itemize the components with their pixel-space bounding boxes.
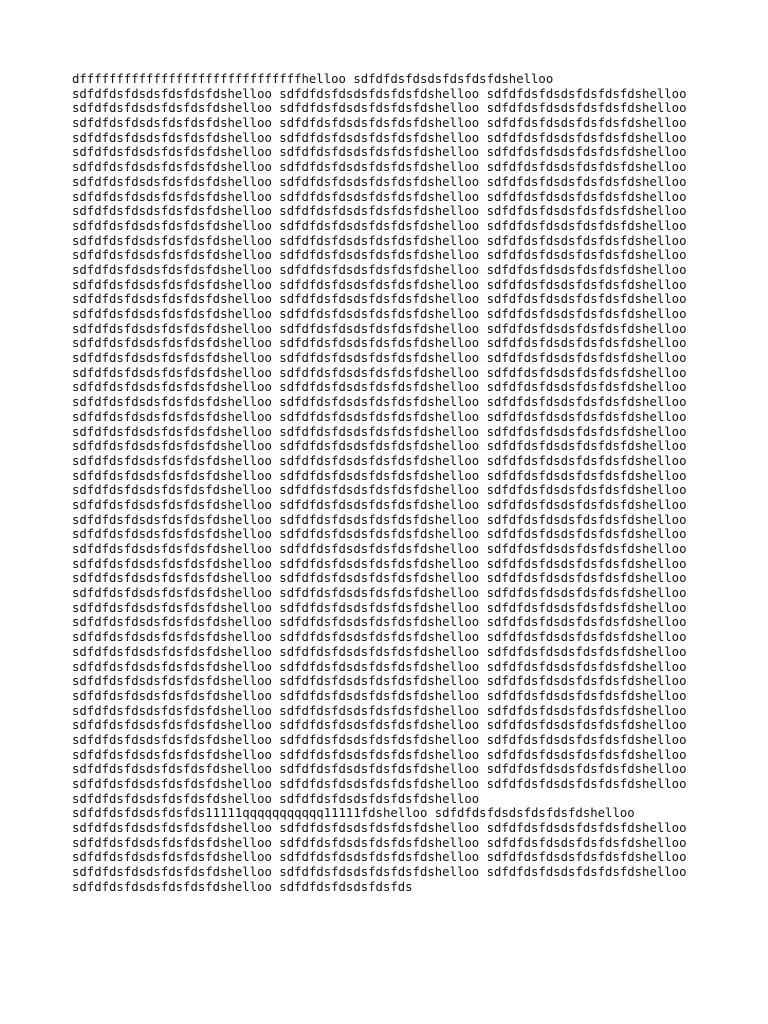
text-line: sdfdfdsfdsdsfdsfdsfdshelloo sdfdfdsfdsdsfdsfdsfdshelloo sdfdfdsfdsdsfdsfdsfdshelloo <box>72 703 687 718</box>
text-line: sdfdfdsfdsdsfdsfdsfdshelloo sdfdfdsfdsdsfdsfdsfdshelloo sdfdfdsfdsdsfdsfdsfdshelloo <box>72 821 687 836</box>
text-line: sdfdfdsfdsdsfdsfdsfdshelloo sdfdfdsfdsdsfdsfdsfdshelloo sdfdfdsfdsdsfdsfdsfdshelloo <box>72 174 687 189</box>
text-line: sdfdfdsfdsdsfdsfdsfdshelloo sdfdfdsfdsdsfdsfdsfdshelloo sdfdfdsfdsdsfdsfdsfdshelloo <box>72 307 687 321</box>
text-line: sdfdfdsfdsdsfdsfdsfdshelloo sdfdfdsfdsdsfdsfdsfdshelloo sdfdfdsfdsdsfdsfdsfdshelloo <box>72 600 687 615</box>
text-line: sdfdfdsfdsdsfdsfdsfdshelloo sdfdfdsfdsdsfdsfdsfdshelloo sdfdfdsfdsdsfdsfdsfdshelloo <box>72 189 687 204</box>
text-line: sdfdfdsfdsdsfdsfdsfdshelloo sdfdfdsfdsdsfdsfdsfdshelloo sdfdfdsfdsdsfdsfdsfdshelloo <box>72 86 687 101</box>
text-line: sdfdfdsfdsdsfdsfdsfdshelloo sdfdfdsfdsdsfdsfdsfdshelloo sdfdfdsfdsdsfdsfdsfdshelloo <box>72 380 687 395</box>
text-line: sdfdfdsfdsdsfdsfdsfdshelloo sdfdfdsfdsdsfdsfdsfdshelloo sdfdfdsfdsdsfdsfdsfdshelloo <box>72 160 687 175</box>
text-line: sdfdfdsfdsdsfdsfdsfdshelloo sdfdfdsfdsdsfdsfdsfdshelloo sdfdfdsfdsdsfdsfdsfdshelloo <box>72 865 687 880</box>
text-line: sdfdfdsfdsdsfdsfdsfdshelloo sdfdfdsfdsdsfdsfdsfdshelloo sdfdfdsfdsdsfdsfdsfdshelloo <box>72 674 687 689</box>
text-line: sdfdfdsfdsdsfdsfdsfdshelloo sdfdfdsfdsdsfdsfdsfdshelloo sdfdfdsfdsdsfdsfdsfdshelloo <box>72 688 687 703</box>
text-line: sdfdfdsfdsdsfdsfdsfdshelloo sdfdfdsfdsdsfdsfdsfdshelloo sdfdfdsfdsdsfdsfdsfdshelloo <box>72 542 687 556</box>
text-line: sdfdfdsfdsdsfdsfdsfdshelloo sdfdfdsfdsdsfdsfdsfdshelloo sdfdfdsfdsdsfdsfdsfdshelloo <box>72 424 687 439</box>
text-line: sdfdfdsfdsdsfdsfdsfdshelloo sdfdfdsfdsdsfdsfdsfdshelloo sdfdfdsfdsdsfdsfdsfdshelloo <box>72 204 687 219</box>
text-line: sdfdfdsfdsdsfdsfdsfdshelloo sdfdfdsfdsdsfdsfdsfdshelloo sdfdfdsfdsdsfdsfdsfdshelloo <box>72 659 687 674</box>
text-line: sdfdfdsfdsdsfdsfdsfdshelloo sdfdfdsfdsdsfdsfdsfdshelloo sdfdfdsfdsdsfdsfdsfdshelloo <box>72 336 687 351</box>
text-line: sdfdfdsfdsdsfdsfdsfdshelloo sdfdfdsfdsdsfdsfdsfdshelloo sdfdfdsfdsdsfdsfdsfdshelloo <box>72 483 687 498</box>
text-line: sdfdfdsfdsdsfdsfdsfdshelloo sdfdfdsfdsdsfdsfdsfdshelloo sdfdfdsfdsdsfdsfdsfdshelloo <box>72 277 687 292</box>
text-line: sdfdfdsfdsdsfdsfdsfdshelloo sdfdfdsfdsdsfdsfdsfdshelloo sdfdfdsfdsdsfdsfdsfdshelloo <box>72 395 687 410</box>
text-line: sdfdfdsfdsdsfdsfdsfdshelloo sdfdfdsfdsdsfdsfdsfdshelloo sdfdfdsfdsdsfdsfdsfdshelloo <box>72 718 687 733</box>
text-line: sdfdfdsfdsdsfdsfdsfdshelloo sdfdfdsfdsdsfdsfds <box>72 879 413 894</box>
text-line: sdfdfdsfdsdsfdsfdsfdshelloo sdfdfdsfdsdsfdsfdsfdshelloo sdfdfdsfdsdsfdsfdsfdshelloo <box>72 835 687 850</box>
text-line: sdfdfdsfdsdsfdsfdsfdshelloo sdfdfdsfdsdsfdsfdsfdshelloo sdfdfdsfdsdsfdsfdsfdshelloo <box>72 556 687 571</box>
text-line: sdfdfdsfdsdsfdsfdsfdshelloo sdfdfdsfdsdsfdsfdsfdshelloo sdfdfdsfdsdsfdsfdsfdshelloo <box>72 321 687 336</box>
text-line: sdfdfdsfdsdsfdsfdsfdshelloo sdfdfdsfdsdsfdsfdsfdshelloo sdfdfdsfdsdsfdsfdsfdshelloo <box>72 101 687 116</box>
text-line: sdfdfdsfdsdsfdsfdsfdshelloo sdfdfdsfdsdsfdsfdsfdshelloo sdfdfdsfdsdsfdsfdsfdshelloo <box>72 497 687 512</box>
text-line: sdfdfdsfdsdsfdsfdsfdshelloo sdfdfdsfdsdsfdsfdsfdshelloo sdfdfdsfdsdsfdsfdsfdshelloo <box>72 747 687 762</box>
text-line: sdfdfdsfdsdsfdsfdsfdshelloo sdfdfdsfdsdsfdsfdsfdshelloo sdfdfdsfdsdsfdsfdsfdshelloo <box>72 630 687 645</box>
document-body <box>72 72 732 895</box>
text-line: sdfdfdsfdsdsfdsfdsfdshelloo sdfdfdsfdsdsfdsfdsfdshelloo sdfdfdsfdsdsfdsfdsfdshelloo <box>72 453 687 468</box>
text-line: sdfdfdsfdsdsfdsfdsfdshelloo sdfdfdsfdsdsfdsfdsfdshelloo sdfdfdsfdsdsfdsfdsfdshelloo <box>72 262 687 277</box>
text-line: sdfdfdsfdsdsfdsfdsfdshelloo sdfdfdsfdsdsfdsfdsfdshelloo sdfdfdsfdsdsfdsfdsfdshelloo <box>72 468 687 483</box>
text-line: sdfdfdsfdsdsfdsfds11111qqqqqqqqqqq11111fdshelloo sdfdfdsfdsdsfdsfdsfdshelloo <box>72 806 635 821</box>
text-line: sdfdfdsfdsdsfdsfdsfdshelloo sdfdfdsfdsdsfdsfdsfdshelloo <box>72 791 480 806</box>
text-line: sdfdfdsfdsdsfdsfdsfdshelloo sdfdfdsfdsdsfdsfdsfdshelloo sdfdfdsfdsdsfdsfdsfdshelloo <box>72 351 687 366</box>
text-line: sdfdfdsfdsdsfdsfdsfdshelloo sdfdfdsfdsdsfdsfdsfdshelloo sdfdfdsfdsdsfdsfdsfdshelloo <box>72 732 687 747</box>
text-line: sdfdfdsfdsdsfdsfdsfdshelloo sdfdfdsfdsdsfdsfdsfdshelloo sdfdfdsfdsdsfdsfdsfdshelloo <box>72 512 687 527</box>
text-line: sdfdfdsfdsdsfdsfdsfdshelloo sdfdfdsfdsdsfdsfdsfdshelloo sdfdfdsfdsdsfdsfdsfdshelloo <box>72 762 687 777</box>
text-line: sdfdfdsfdsdsfdsfdsfdshelloo sdfdfdsfdsdsfdsfdsfdshelloo sdfdfdsfdsdsfdsfdsfdshelloo <box>72 777 687 791</box>
text-line: sdfdfdsfdsdsfdsfdsfdshelloo sdfdfdsfdsdsfdsfdsfdshelloo sdfdfdsfdsdsfdsfdsfdshelloo <box>72 248 687 263</box>
text-line: sdfdfdsfdsdsfdsfdsfdshelloo sdfdfdsfdsdsfdsfdsfdshelloo sdfdfdsfdsdsfdsfdsfdshelloo <box>72 218 687 233</box>
text-line: sdfdfdsfdsdsfdsfdsfdshelloo sdfdfdsfdsdsfdsfdsfdshelloo sdfdfdsfdsdsfdsfdsfdshelloo <box>72 130 687 145</box>
text-line: sdfdfdsfdsdsfdsfdsfdshelloo sdfdfdsfdsdsfdsfdsfdshelloo sdfdfdsfdsdsfdsfdsfdshelloo <box>72 145 687 160</box>
text-line: sdfdfdsfdsdsfdsfdsfdshelloo sdfdfdsfdsdsfdsfdsfdshelloo sdfdfdsfdsdsfdsfdsfdshelloo <box>72 850 687 865</box>
text-line: sdfdfdsfdsdsfdsfdsfdshelloo sdfdfdsfdsdsfdsfdsfdshelloo sdfdfdsfdsdsfdsfdsfdshelloo <box>72 292 687 307</box>
text-line: dffffffffffffffffffffffffffffffhelloo sdfdfdsfdsdsfdsfdsfdshelloo <box>72 72 554 86</box>
text-line: sdfdfdsfdsdsfdsfdsfdshelloo sdfdfdsfdsdsfdsfdsfdshelloo sdfdfdsfdsdsfdsfdsfdshelloo <box>72 527 687 542</box>
text-line: sdfdfdsfdsdsfdsfdsfdshelloo sdfdfdsfdsdsfdsfdsfdshelloo sdfdfdsfdsdsfdsfdsfdshelloo <box>72 365 687 380</box>
text-line: sdfdfdsfdsdsfdsfdsfdshelloo sdfdfdsfdsdsfdsfdsfdshelloo sdfdfdsfdsdsfdsfdsfdshelloo <box>72 409 687 424</box>
text-line: sdfdfdsfdsdsfdsfdsfdshelloo sdfdfdsfdsdsfdsfdsfdshelloo sdfdfdsfdsdsfdsfdsfdshelloo <box>72 116 687 131</box>
text-line: sdfdfdsfdsdsfdsfdsfdshelloo sdfdfdsfdsdsfdsfdsfdshelloo sdfdfdsfdsdsfdsfdsfdshelloo <box>72 233 687 248</box>
text-line: sdfdfdsfdsdsfdsfdsfdshelloo sdfdfdsfdsdsfdsfdsfdshelloo sdfdfdsfdsdsfdsfdsfdshelloo <box>72 615 687 630</box>
text-line: sdfdfdsfdsdsfdsfdsfdshelloo sdfdfdsfdsdsfdsfdsfdshelloo sdfdfdsfdsdsfdsfdsfdshelloo <box>72 586 687 601</box>
text-line: sdfdfdsfdsdsfdsfdsfdshelloo sdfdfdsfdsdsfdsfdsfdshelloo sdfdfdsfdsdsfdsfdsfdshelloo <box>72 644 687 659</box>
text-line: sdfdfdsfdsdsfdsfdsfdshelloo sdfdfdsfdsdsfdsfdsfdshelloo sdfdfdsfdsdsfdsfdsfdshelloo <box>72 571 687 586</box>
text-line: sdfdfdsfdsdsfdsfdsfdshelloo sdfdfdsfdsdsfdsfdsfdshelloo sdfdfdsfdsdsfdsfdsfdshelloo <box>72 439 687 454</box>
